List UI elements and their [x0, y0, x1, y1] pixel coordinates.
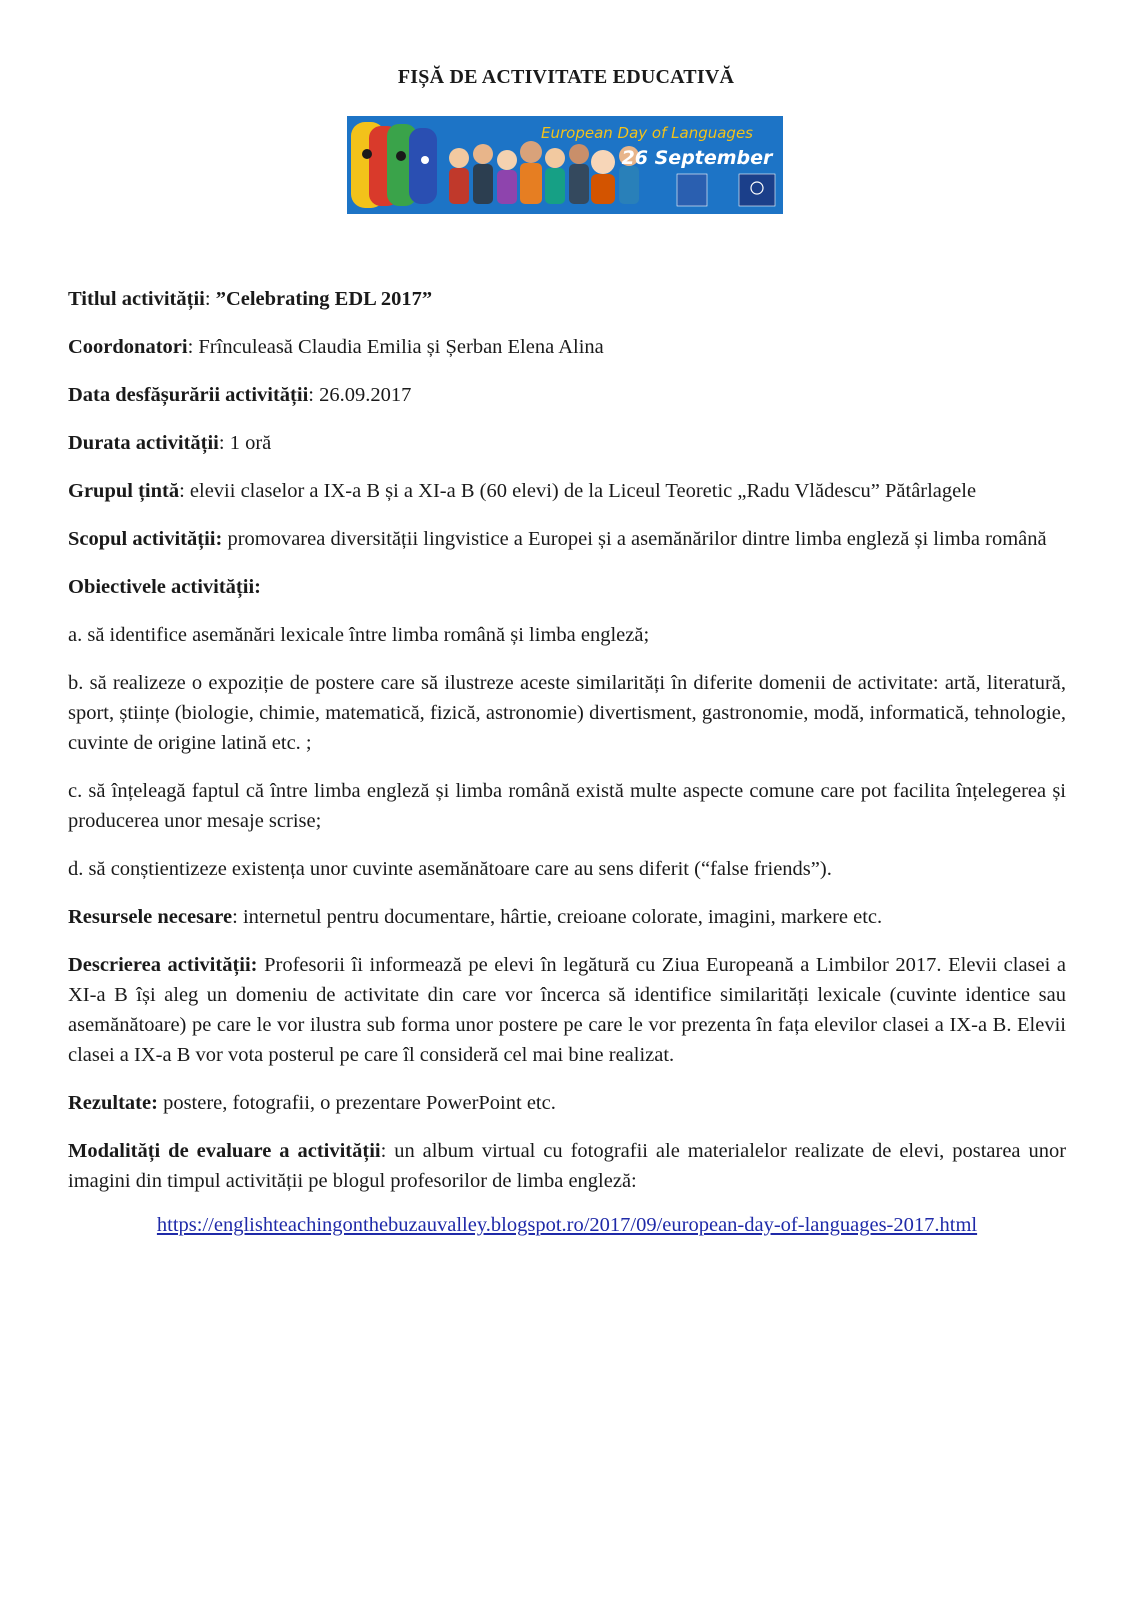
field-evaluation: Modalități de evaluare a activității: un album virtual cu fotografii ale materialelor realizate de elevi, postarea unor imagini din timpul activității pe blogul profesorilor de limba engleză: — [68, 1140, 1067, 1192]
objective-b: b. să realizeze o expoziție de postere care să ilustreze aceste similarități în diferite domenii de activitate: artă, literatură, sport, științe (biologie, chimie, matematică, fizică, astronomie) divertisment, gastronomie, modă, informatică, tehnologie, cuvinte de origine latină etc. ; — [68, 672, 1066, 754]
field-date: Data desfășurării activității: 26.09.2017 — [68, 384, 412, 406]
field-description: Descrierea activității: Profesorii îi informează pe elevi în legătură cu Ziua Europeană a Limbilor 2017. Elevii clasei a XI-a B își aleg un domeniu de activitate din care vor încerca să identifice similarități lexicale (cuvinte identice sau asemănătoare) pe care le vor ilustra sub forma unor postere pe care le vor prezenta în fața elevilor clasei a IX-a B. Elevii clasei a IX-a B vor vota posterul pe care îl consideră cel mai bine realizat. — [68, 954, 1067, 1066]
field-resources: Resursele necesare: internetul pentru documentare, hârtie, creioane colorate, imagini, markere etc. — [68, 906, 883, 928]
council-of-europe-logo — [739, 174, 775, 206]
objective-d: d. să conștientizeze existența unor cuvinte asemănătoare care au sens diferit (“false friends”). — [68, 858, 832, 880]
activity-title-value: ”Celebrating EDL 2017” — [215, 288, 433, 310]
banner-line2: 26 September — [621, 147, 773, 169]
edl-logo-faces — [351, 122, 437, 208]
blog-link-line — [68, 1214, 1066, 1237]
document-title: FIȘĂ DE ACTIVITATE EDUCATIVĂ — [397, 66, 735, 88]
objective-a: a. să identifice asemănări lexicale între limba română și limba engleză; — [68, 624, 650, 646]
objective-c: c. să înțeleagă faptul că între limba engleză și limba română există multe aspecte comune care pot facilita înțelegerea și producerea unor mesaje scrise; — [68, 780, 1066, 832]
blog-link[interactable]: https://englishteachingonthebuzauvalley.blogspot.ro/2017/09/european-day-of-languages-2017.html — [156, 1214, 978, 1236]
field-purpose: Scopul activității: promovarea diversității lingvistice a Europei și a asemănărilor dintre limba engleză și limba română — [68, 528, 1047, 550]
partner-logo-left — [677, 174, 707, 206]
field-results: Rezultate: postere, fotografii, o prezentare PowerPoint etc. — [68, 1092, 556, 1114]
field-target-group: Grupul țintă: elevii claselor a IX-a B și a XI-a B (60 elevi) de la Liceul Teoretic „Radu Vlădescu” Pătârlagele — [68, 480, 977, 502]
field-duration: Durata activității: 1 oră — [68, 432, 272, 454]
field-coordinators: Coordonatori: Frînculeasă Claudia Emilia și Șerban Elena Alina — [68, 336, 604, 358]
document-body — [68, 284, 1066, 1237]
banner-line1: European Day of Languages — [541, 124, 753, 142]
field-title: Titlul activității: ”Celebrating EDL 2017” — [68, 288, 433, 310]
objectives-heading: Obiectivele activității: — [68, 576, 261, 598]
edl-banner — [347, 116, 783, 214]
